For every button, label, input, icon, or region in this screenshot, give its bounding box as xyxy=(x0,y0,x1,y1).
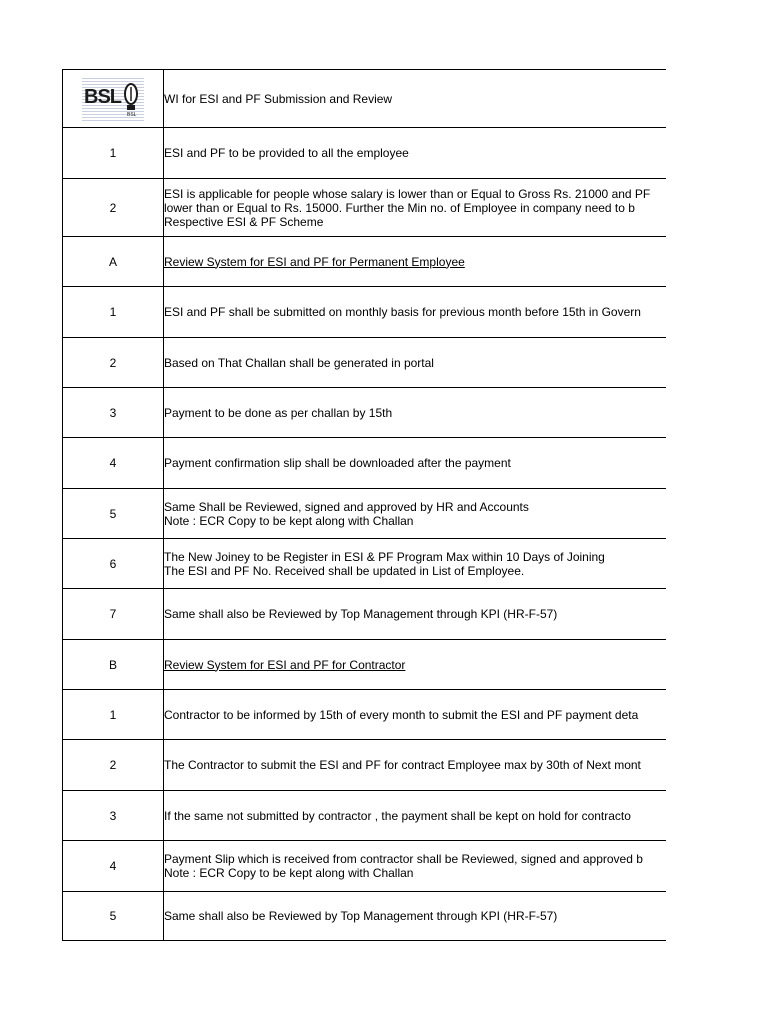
instruction-line: Same shall also be Reviewed by Top Management through KPI (HR-F-57) xyxy=(164,909,558,923)
section-heading: Review System for ESI and PF for Permanent Employee xyxy=(164,254,465,269)
row-number: 4 xyxy=(63,841,164,892)
instruction-text-cell xyxy=(164,690,667,740)
work-instruction-table xyxy=(62,69,666,941)
row-number: B xyxy=(63,640,164,690)
instruction-line: The Contractor to submit the ESI and PF for contract Employee max by 30th of Next mont xyxy=(164,758,641,772)
instruction-line: The New Joiney to be Register in ESI & PF Program Max within 10 Days of Joining xyxy=(164,549,605,564)
instruction-text-cell xyxy=(164,179,667,237)
spreadsheet-page xyxy=(62,69,666,941)
instruction-line: lower than or Equal to Rs. 15000. Further the Min no. of Employee in company need to b xyxy=(164,200,635,215)
table-row xyxy=(63,589,667,640)
bulb-icon xyxy=(123,81,139,117)
row-number: 6 xyxy=(63,539,164,589)
section-heading-cell xyxy=(164,237,667,287)
row-number: 5 xyxy=(63,892,164,941)
row-number: 1 xyxy=(63,128,164,179)
instruction-rows xyxy=(63,128,667,941)
instruction-line: Based on That Challan shall be generated in portal xyxy=(164,355,434,370)
instruction-line: ESI and PF to be provided to all the employee xyxy=(164,146,409,160)
instruction-text-cell xyxy=(164,740,667,791)
instruction-text-cell xyxy=(164,892,667,941)
instruction-line: Respective ESI & PF Scheme xyxy=(164,214,324,229)
instruction-text-cell xyxy=(164,438,667,489)
instruction-line: Note : ECR Copy to be kept along with Challan xyxy=(164,513,414,528)
bsl-logo xyxy=(82,76,144,122)
table-row xyxy=(63,791,667,841)
section-heading: Review System for ESI and PF for Contractor xyxy=(164,657,406,672)
instruction-text-cell xyxy=(164,489,667,539)
row-number: 3 xyxy=(63,388,164,438)
instruction-text-cell xyxy=(164,128,667,179)
instruction-text-cell xyxy=(164,589,667,640)
instruction-text-cell xyxy=(164,791,667,841)
instruction-text-cell xyxy=(164,287,667,338)
header-row xyxy=(63,70,667,128)
document-title: WI for ESI and PF Submission and Review xyxy=(164,70,667,128)
instruction-line: Payment Slip which is received from contractor shall be Reviewed, signed and approved b xyxy=(164,852,643,866)
section-heading-cell xyxy=(164,640,667,690)
instruction-line: Contractor to be informed by 15th of every month to submit the ESI and PF payment deta xyxy=(164,707,639,722)
table-row xyxy=(63,128,667,179)
instruction-line: Payment confirmation slip shall be downloaded after the payment xyxy=(164,456,511,470)
table-row xyxy=(63,338,667,388)
table-row xyxy=(63,438,667,489)
instruction-text-cell xyxy=(164,388,667,438)
instruction-line: Note : ECR Copy to be kept along with Challan xyxy=(164,866,414,880)
table-row xyxy=(63,690,667,740)
row-number: 4 xyxy=(63,438,164,489)
row-number: A xyxy=(63,237,164,287)
table-row xyxy=(63,388,667,438)
logo-subtext: BSL xyxy=(127,111,137,117)
table-row xyxy=(63,489,667,539)
section-row xyxy=(63,237,667,287)
section-row xyxy=(63,640,667,690)
instruction-line: Same shall also be Reviewed by Top Management through KPI (HR-F-57) xyxy=(164,607,558,621)
row-number: 3 xyxy=(63,791,164,841)
table-row xyxy=(63,841,667,892)
table-row xyxy=(63,179,667,237)
table-row xyxy=(63,740,667,791)
row-number: 2 xyxy=(63,179,164,237)
instruction-line: ESI and PF shall be submitted on monthly basis for previous month before 15th in Govern xyxy=(164,305,641,319)
instruction-line: Same Shall be Reviewed, signed and approved by HR and Accounts xyxy=(164,499,529,514)
instruction-line: Payment to be done as per challan by 15th xyxy=(164,405,393,420)
row-number: 1 xyxy=(63,690,164,740)
table-row xyxy=(63,287,667,338)
row-number: 5 xyxy=(63,489,164,539)
instruction-text-cell xyxy=(164,539,667,589)
instruction-line: The ESI and PF No. Received shall be updated in List of Employee. xyxy=(164,563,525,578)
row-number: 2 xyxy=(63,740,164,791)
instruction-line: If the same not submitted by contractor , the payment shall be kept on hold for contracto xyxy=(164,808,631,823)
row-number: 2 xyxy=(63,338,164,388)
table-row xyxy=(63,892,667,941)
logo-text: BSL xyxy=(84,85,121,108)
instruction-line: ESI is applicable for people whose salary is lower than or Equal to Gross Rs. 21000 and PF xyxy=(164,186,651,201)
row-number: 7 xyxy=(63,589,164,640)
row-number: 1 xyxy=(63,287,164,338)
instruction-text-cell xyxy=(164,338,667,388)
instruction-text-cell xyxy=(164,841,667,892)
table-row xyxy=(63,539,667,589)
logo-cell xyxy=(63,70,164,128)
